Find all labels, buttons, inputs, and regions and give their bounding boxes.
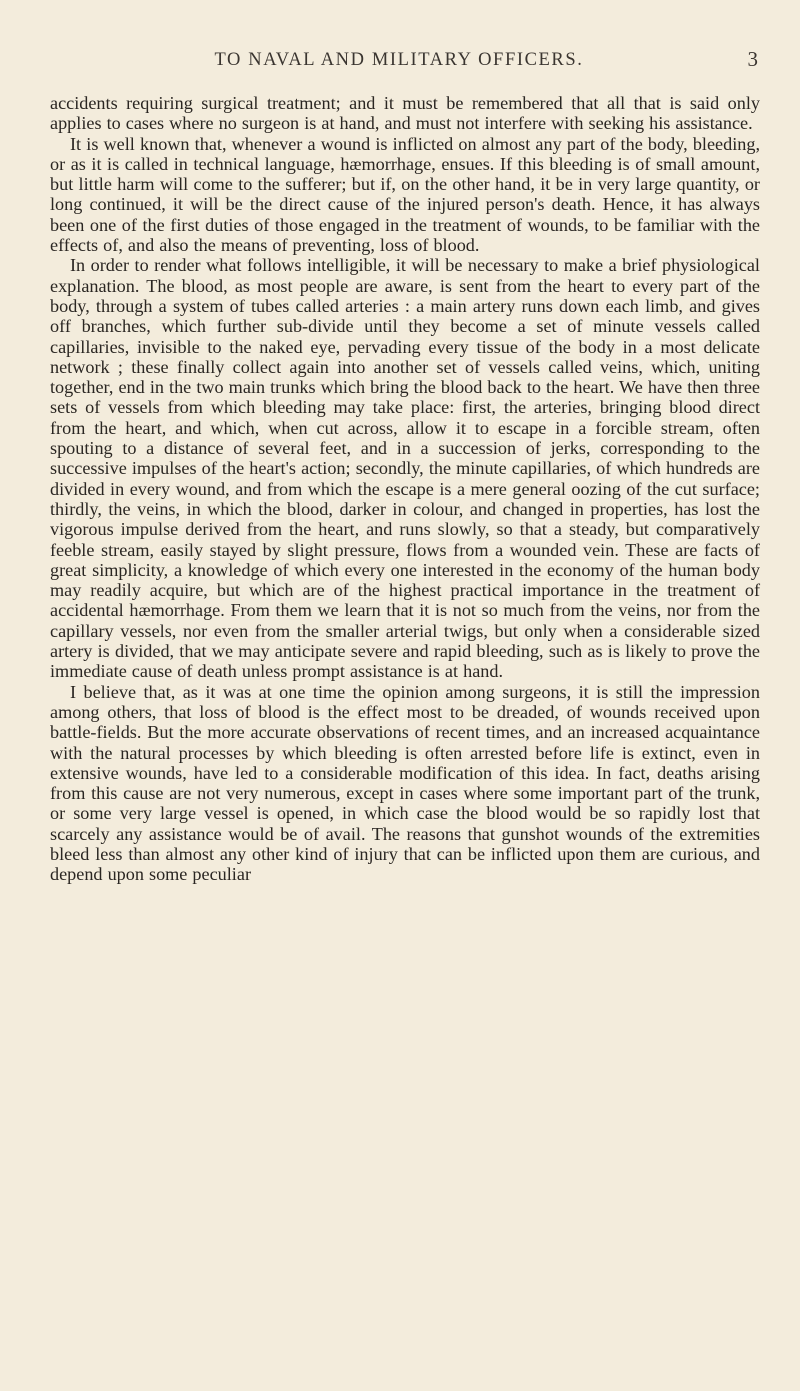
paragraph-continuation: accidents requiring surgical treatment; and it must be remembered that all that is said only applies to cases where no surgeon is at hand, and must not interfere with seeking his assistance.	[50, 93, 760, 134]
page-number: 3	[747, 47, 758, 71]
paragraph-haemorrhage: It is well known that, whenever a wound is inflicted on almost any part of the body, bleeding, or as it is called in technical language, hæmorrhage, ensues. If this bleeding is of small amount, but little harm will come to the sufferer; but if, on the other hand, it be in very large quantity, or long continued, it will be the direct cause of the injured person's death. Hence, it has always been one of the first duties of those engaged in the treatment of wounds, to be familiar with the effects of, and also the means of preventing, loss of blood.	[50, 133, 760, 256]
running-title: TO NAVAL AND MILITARY OFFICERS.	[214, 50, 584, 70]
paragraph-physiology: In order to render what follows intelligible, it will be necessary to make a brief physiological explanation. The blood, as most people are aware, is sent from the heart to every part of the body, through a system of tubes called arteries : a main artery runs down each limb, and gives off branches, which further sub-divide until they become a set of minute vessels called capillaries, invisible to the naked eye, pervading every tissue of the body in a most delicate network ; these finally collect again into another set of vessels called veins, which, uniting together, end in the two main trunks which bring the blood back to the heart. We have then three sets of vessels from which bleeding may take place: first, the arteries, bringing blood direct from the heart, and which, when cut across, allow it to escape in a forcible stream, often spouting to a distance of several feet, and in a succession of jerks, corresponding to the successive impulses of the heart's action; secondly, the minute capillaries, of which hundreds are divided in every wound, and from which the escape is a mere general oozing of the cut surface; thirdly, the veins, in which the blood, darker in colour, and changed in properties, has lost the vigorous impulse derived from the heart, and runs slowly, so that a steady, but comparatively feeble stream, easily stayed by slight pressure, flows from a wounded vein. These are facts of great simplicity, a knowledge of which every one interested in the economy of the human body may readily acquire, but which are of the highest practical importance in the treatment of accidental hæmorrhage. From them we learn that it is not so much from the veins, nor from the capillary vessels, nor even from the smaller arterial twigs, but only when a considerable sized artery is divided, that we may anticipate severe and rapid bleeding, such as is likely to prove the immediate cause of death unless prompt assistance is at hand.	[50, 255, 760, 682]
paragraph-battlefield: I believe that, as it was at one time the opinion among surgeons, it is still the impression among others, that loss of blood is the effect most to be dreaded, of wounds received upon battle-fields. But the more accurate observations of recent times, and an increased acquaintance with the natural processes by which bleeding is often arrested before life is extinct, even in extensive wounds, have led to a considerable modification of this idea. In fact, deaths arising from this cause are not very numerous, except in cases where some important part of the trunk, or some very large vessel is opened, in which case the blood would be so rapidly lost that scarcely any assistance would be of avail. The reasons that gunshot wounds of the extremities bleed less than almost any other kind of injury that can be inflicted upon them are curious, and depend upon some peculiar	[50, 681, 760, 885]
running-head	[40, 47, 758, 80]
body-text	[50, 93, 760, 885]
